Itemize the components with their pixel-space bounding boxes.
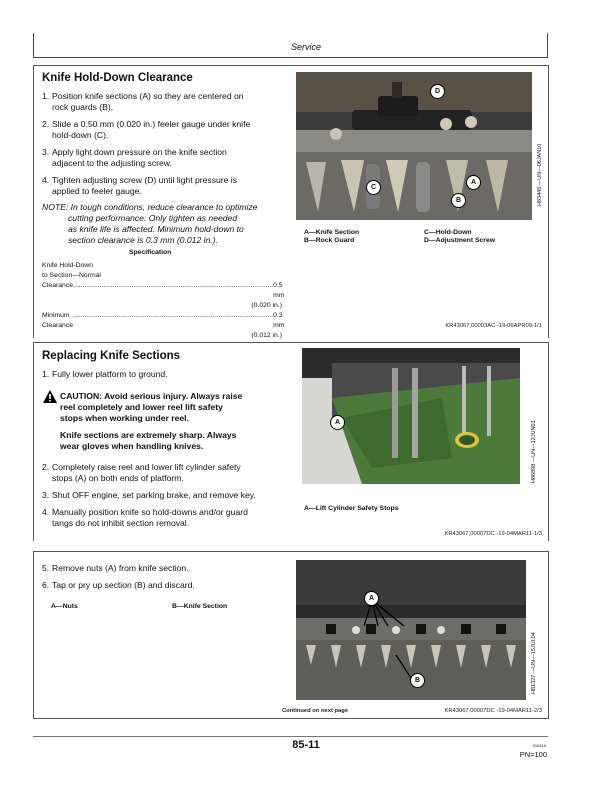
header-bottom-rule xyxy=(33,57,548,58)
warning-icon xyxy=(42,389,58,404)
image-id-2: H86898 —UN—12JUN01 xyxy=(531,420,537,483)
footer-rule xyxy=(33,736,548,737)
spec-table: Knife Hold-Down to Section—Normal Clearance .......................................................................................................... 0.5 mm (0.020 in.) Minimum Clearance .......................................................................................................... 0.3 mm (0.012 in.) xyxy=(42,262,285,339)
legend-c: C—Hold-Down xyxy=(424,229,472,236)
callout-d: D xyxy=(430,84,445,99)
pn-number: PN=100 xyxy=(519,750,547,759)
photo-lift-cylinder-stops xyxy=(302,348,520,484)
reference-code: KR43067,00003AC -19-06APR09-1/1 xyxy=(445,323,542,329)
legend-b: B—Knife Section xyxy=(172,603,228,610)
knife-hold-down-illustration xyxy=(296,72,532,220)
section-replacing-knife: Replacing Knife Sections 1. Fully lower platform to ground. CAUTION: Avoid serious injury. Always raise reel completely and lower reel lift safety stops when working under reel. Knife sections are extremely sharp. Always wear gloves when handling knives. 2. Completely raise reel and lower lift cylinder safety stops (A) on both ends of platform. 3. Shut OFF engine, set parking brake, and remove key. 4. Manually position knife so hold-downs and/or guard tangs do not inhibit section removal. A H86898 —UN—12JUN01 A—Lift Cylinder Safety Stops KR43067,00007DC -19-04MAR11-1/3 xyxy=(33,342,549,541)
legend-a: A—Knife Section xyxy=(304,229,360,236)
legend-a: A—Lift Cylinder Safety Stops xyxy=(304,505,399,512)
section-knife-hold-down: Knife Hold-Down Clearance 1. Position knife sections (A) so they are centered on rock guards (B). 2. Slide a 0.50 mm (0.020 in.) feeler gauge under knife hold-down (C). 3. Apply light down pressure on the knife section adjacent to the adjusting screw. 4. Tighten adjusting screw (D) until light pressure is applied to feeler gauge. NOTE: In tough conditions, reduce clearance to optimize cutting performance. Only tighten as needed as knife life is affected. Minimum hold-down to section clearance is 0.3 mm (0.012 in.). Specification Knife Hold-Down to Section—Normal Clearance .......................................................................................................... 0.5 mm (0.020 in.) Minimum Clearance .......................................................................................................... 0.3 mm (0.012 in.) D C A B H83445 —UN—06JAN10 A—Knife Section B—Rock Guard C—Hold-Down D—Adjustment Screw KR43067,00003AC -19-06APR09-1/1 xyxy=(33,65,549,338)
section-title: Knife Hold-Down Clearance xyxy=(42,72,193,84)
legend-d: D—Adjustment Screw xyxy=(424,237,496,244)
image-id-1: H83445 —UN—06JAN10 xyxy=(537,143,543,206)
callout-a: A xyxy=(364,591,379,606)
callout-a: A xyxy=(330,415,345,430)
continued-note: Continued on next page xyxy=(282,708,349,714)
spec-heading: Specification xyxy=(129,249,172,256)
note-tough-conditions: NOTE: In tough conditions, reduce clearance to optimize cutting performance. Only tighten as needed as knife life is affected. Minimum hold-down to section clearance is 0.3 mm (0.012 in.). xyxy=(42,202,258,245)
section-title: Replacing Knife Sections xyxy=(42,350,181,362)
footer-small-code: 010415 xyxy=(532,743,546,748)
photo-knife-hold-down xyxy=(296,72,532,220)
callout-b: B xyxy=(410,673,425,688)
callout-b: B xyxy=(451,193,466,208)
legend-a: A—Nuts xyxy=(51,603,78,610)
reference-code: KR43067,00007DC -19-04MAR11-1/3 xyxy=(444,531,542,537)
photo-knife-section-nuts xyxy=(296,560,526,700)
callout-a: A xyxy=(466,175,481,190)
callout-c: C xyxy=(366,180,381,195)
page-header-title: Service xyxy=(290,42,321,52)
section-remove-nuts: 5. Remove nuts (A) from knife section. 6. Tap or pry up section (B) and discard. A—Nuts B—Knife Section A B H81327 —UN—15JUL04 Continued on next page KR43067,00007DC -19-04MAR11-2/3 xyxy=(33,551,549,719)
legend-b: B—Rock Guard xyxy=(304,237,355,244)
image-id-3: H81327 —UN—15JUL04 xyxy=(531,632,537,694)
page-number: 85-11 xyxy=(292,739,320,751)
reference-code: KR43067,00007DC -19-04MAR11-2/3 xyxy=(444,708,542,714)
